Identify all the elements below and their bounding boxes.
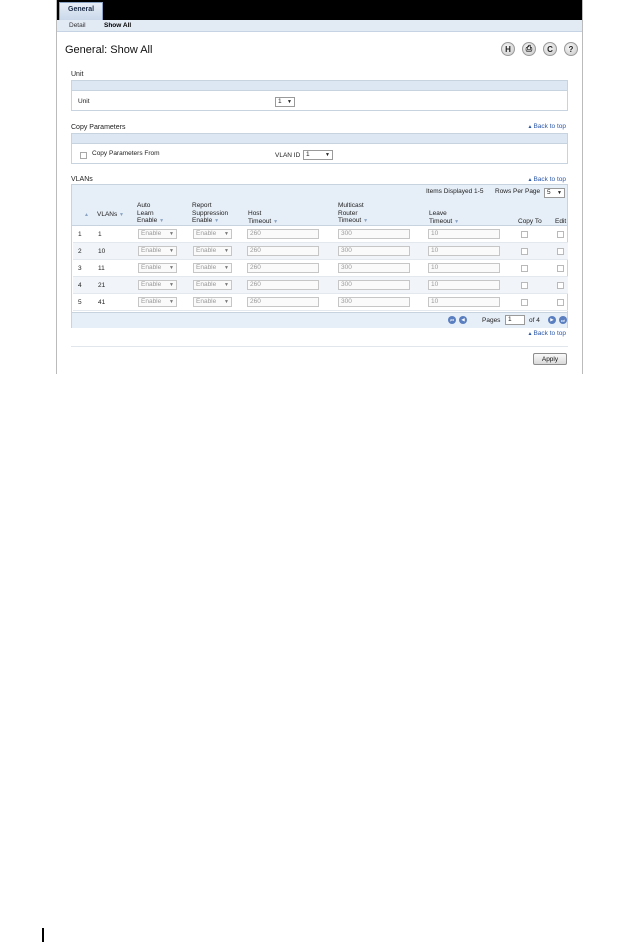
back-to-top-label: Back to top: [533, 330, 566, 337]
auto-learn-value: Enable: [141, 247, 162, 254]
copy-to-checkbox[interactable]: [521, 231, 528, 238]
col-auto-learn[interactable]: [137, 202, 164, 226]
leave-timeout-input[interactable]: 10: [428, 263, 500, 273]
auto-learn-select[interactable]: [138, 246, 177, 256]
last-page-icon[interactable]: ⏭: [560, 317, 566, 323]
unit-panel: [71, 80, 568, 111]
edit-checkbox[interactable]: [557, 231, 564, 238]
tab-general[interactable]: General: [59, 2, 103, 20]
col-leave-line-2: Timeout: [429, 217, 453, 225]
col-host-timeout[interactable]: [248, 210, 278, 226]
sort-icon: ▼: [119, 212, 124, 218]
auto-learn-value: Enable: [141, 298, 162, 305]
auto-learn-select[interactable]: [138, 229, 177, 239]
vlans-table-panel: [71, 184, 568, 328]
chevron-down-icon: ▼: [169, 231, 174, 237]
report-suppression-select[interactable]: [193, 246, 232, 256]
col-vlans[interactable]: [97, 211, 124, 220]
vlan-id-label: VLAN ID: [275, 152, 301, 159]
row-index: 1: [78, 231, 82, 238]
help-icon[interactable]: ?: [564, 42, 578, 56]
page-margin-mark: [42, 928, 44, 942]
chevron-down-icon: ▼: [287, 99, 292, 105]
copy-section-title: Copy Parameters: [71, 124, 126, 131]
sort-icon: ▼: [159, 218, 165, 224]
prev-page-icon[interactable]: ◀: [459, 316, 467, 324]
col-report-suppression[interactable]: [192, 202, 228, 226]
table-row: [73, 243, 568, 260]
report-suppression-select[interactable]: [193, 229, 232, 239]
subtab-detail[interactable]: Detail: [69, 22, 86, 29]
rows-per-page-label: Rows Per Page: [495, 188, 541, 195]
col-mrouter-line-3: Timeout: [338, 217, 362, 224]
sort-icon: ▼: [454, 218, 460, 225]
chevron-down-icon: ▼: [224, 299, 229, 305]
auto-learn-select[interactable]: [138, 263, 177, 273]
table-row: [73, 294, 568, 311]
col-host-line-1: Host: [248, 210, 262, 217]
copy-parameters-label: Copy Parameters From: [92, 150, 160, 157]
row-index: 4: [78, 282, 82, 289]
screenshot-frame: [56, 0, 583, 374]
row-index: 2: [78, 248, 82, 255]
auto-learn-select[interactable]: [138, 297, 177, 307]
chevron-down-icon: ▼: [169, 282, 174, 288]
leave-timeout-input[interactable]: 10: [428, 280, 500, 290]
up-arrow-icon: ▲: [527, 124, 533, 130]
host-timeout-input[interactable]: 260: [247, 280, 319, 290]
host-timeout-input[interactable]: 260: [247, 246, 319, 256]
row-vlan: 21: [98, 282, 106, 289]
report-suppression-value: Enable: [196, 247, 217, 254]
report-suppression-value: Enable: [196, 281, 217, 288]
auto-learn-value: Enable: [141, 281, 162, 288]
back-to-top-label: Back to top: [533, 123, 566, 130]
print-icon[interactable]: ⎙: [522, 42, 536, 56]
first-page-icon[interactable]: ⏮: [449, 317, 455, 323]
chevron-down-icon: ▼: [224, 265, 229, 271]
chevron-down-icon: ▼: [224, 231, 229, 237]
rows-per-page-value: 5: [547, 189, 551, 196]
leave-timeout-input[interactable]: 10: [428, 246, 500, 256]
col-auto-learn-line-3: Enable: [137, 217, 158, 224]
report-suppression-select[interactable]: [193, 263, 232, 273]
col-multicast-router-timeout[interactable]: [338, 202, 368, 226]
chevron-down-icon: ▼: [325, 152, 330, 158]
sort-icon: ▼: [363, 218, 369, 224]
copy-to-checkbox[interactable]: [521, 282, 528, 289]
pages-label: Pages: [482, 317, 501, 324]
leave-timeout-input[interactable]: 10: [428, 297, 500, 307]
report-suppression-select[interactable]: [193, 280, 232, 290]
sort-icon: ▼: [214, 218, 220, 224]
report-suppression-value: Enable: [196, 298, 217, 305]
vlan-id-select-value: 1: [306, 151, 310, 158]
chevron-down-icon: ▼: [169, 248, 174, 254]
edit-checkbox[interactable]: [557, 265, 564, 272]
edit-checkbox[interactable]: [557, 248, 564, 255]
col-copy-to: Copy To: [518, 218, 542, 225]
col-auto-learn-line-1: Auto: [137, 202, 151, 209]
copy-to-checkbox[interactable]: [521, 299, 528, 306]
col-report-line-3: Enable: [192, 217, 213, 224]
col-leave-line-1: Leave: [429, 210, 447, 217]
mrouter-timeout-input[interactable]: 300: [338, 280, 410, 290]
col-host-line-2: Timeout: [248, 217, 272, 225]
col-report-line-2: Suppression: [192, 209, 229, 217]
leave-timeout-input[interactable]: 10: [428, 229, 500, 239]
edit-checkbox[interactable]: [557, 299, 564, 306]
subtab-show-all[interactable]: Show All: [104, 22, 132, 29]
chevron-down-icon: ▼: [169, 265, 174, 271]
edit-checkbox[interactable]: [557, 282, 564, 289]
copy-panel: [71, 133, 568, 164]
col-mrouter-line-2: Router: [338, 209, 358, 217]
row-index: 3: [78, 265, 82, 272]
col-vlans-label: VLANs: [97, 211, 118, 218]
apply-button[interactable]: Apply: [533, 353, 567, 365]
copy-to-checkbox[interactable]: [521, 248, 528, 255]
save-icon[interactable]: H: [501, 42, 515, 56]
row-index: 5: [78, 299, 82, 306]
row-vlan: 1: [98, 231, 102, 238]
back-to-top-link[interactable]: [528, 123, 566, 130]
unit-select-value: 1: [278, 98, 282, 105]
col-auto-learn-line-2: Learn: [137, 209, 154, 217]
sort-icon: ▼: [273, 218, 279, 225]
copy-parameters-checkbox[interactable]: [80, 152, 87, 159]
pages-total: of 4: [529, 317, 540, 324]
unit-field-label: Unit: [78, 98, 90, 105]
table-row: [73, 226, 568, 243]
table-row: [73, 260, 568, 277]
unit-select[interactable]: [275, 97, 295, 107]
next-page-icon[interactable]: ▶: [548, 316, 556, 324]
table-row: [73, 277, 568, 294]
chevron-down-icon: ▼: [169, 299, 174, 305]
report-suppression-value: Enable: [196, 264, 217, 271]
vlan-id-select[interactable]: [303, 150, 333, 160]
divider: [71, 346, 568, 347]
back-to-top-link[interactable]: [528, 330, 566, 337]
report-suppression-select[interactable]: [193, 297, 232, 307]
auto-learn-select[interactable]: [138, 280, 177, 290]
copy-panel-header: [72, 134, 567, 144]
host-timeout-input[interactable]: 260: [247, 229, 319, 239]
auto-learn-value: Enable: [141, 230, 162, 237]
host-timeout-input[interactable]: 260: [247, 297, 319, 307]
back-to-top-label: Back to top: [533, 176, 566, 183]
page-title: General: Show All: [65, 44, 153, 56]
host-timeout-input[interactable]: 260: [247, 263, 319, 273]
row-vlan: 10: [98, 248, 106, 255]
sub-navigation: [57, 20, 582, 32]
back-to-top-link[interactable]: [528, 176, 566, 183]
chevron-down-icon: ▼: [557, 190, 562, 196]
copy-to-checkbox[interactable]: [521, 265, 528, 272]
col-leave-timeout[interactable]: [429, 210, 459, 226]
unit-panel-header: [72, 81, 567, 91]
chevron-down-icon: ▼: [224, 282, 229, 288]
up-arrow-icon: ▲: [527, 177, 533, 183]
page-number-input[interactable]: 1: [505, 315, 525, 325]
up-arrow-icon: ▲: [527, 331, 533, 337]
sort-all-icon[interactable]: ▲: [84, 212, 89, 218]
mrouter-timeout-input[interactable]: 300: [338, 229, 410, 239]
report-suppression-value: Enable: [196, 230, 217, 237]
top-bar: [57, 0, 582, 20]
col-edit: Edit: [555, 218, 567, 225]
chevron-down-icon: ▼: [224, 248, 229, 254]
row-vlan: 41: [98, 299, 106, 306]
row-vlan: 11: [98, 265, 105, 272]
vlans-section-title: VLANs: [71, 176, 93, 183]
mrouter-timeout-input[interactable]: 300: [338, 246, 410, 256]
mrouter-timeout-input[interactable]: 300: [338, 297, 410, 307]
items-displayed: Items Displayed 1-5: [426, 188, 484, 195]
auto-learn-value: Enable: [141, 264, 162, 271]
mrouter-timeout-input[interactable]: 300: [338, 263, 410, 273]
refresh-icon[interactable]: C: [543, 42, 557, 56]
col-mrouter-line-1: Multicast: [338, 202, 364, 209]
rows-per-page-select[interactable]: [544, 188, 565, 198]
col-report-line-1: Report: [192, 202, 212, 209]
unit-section-title: Unit: [71, 71, 84, 78]
